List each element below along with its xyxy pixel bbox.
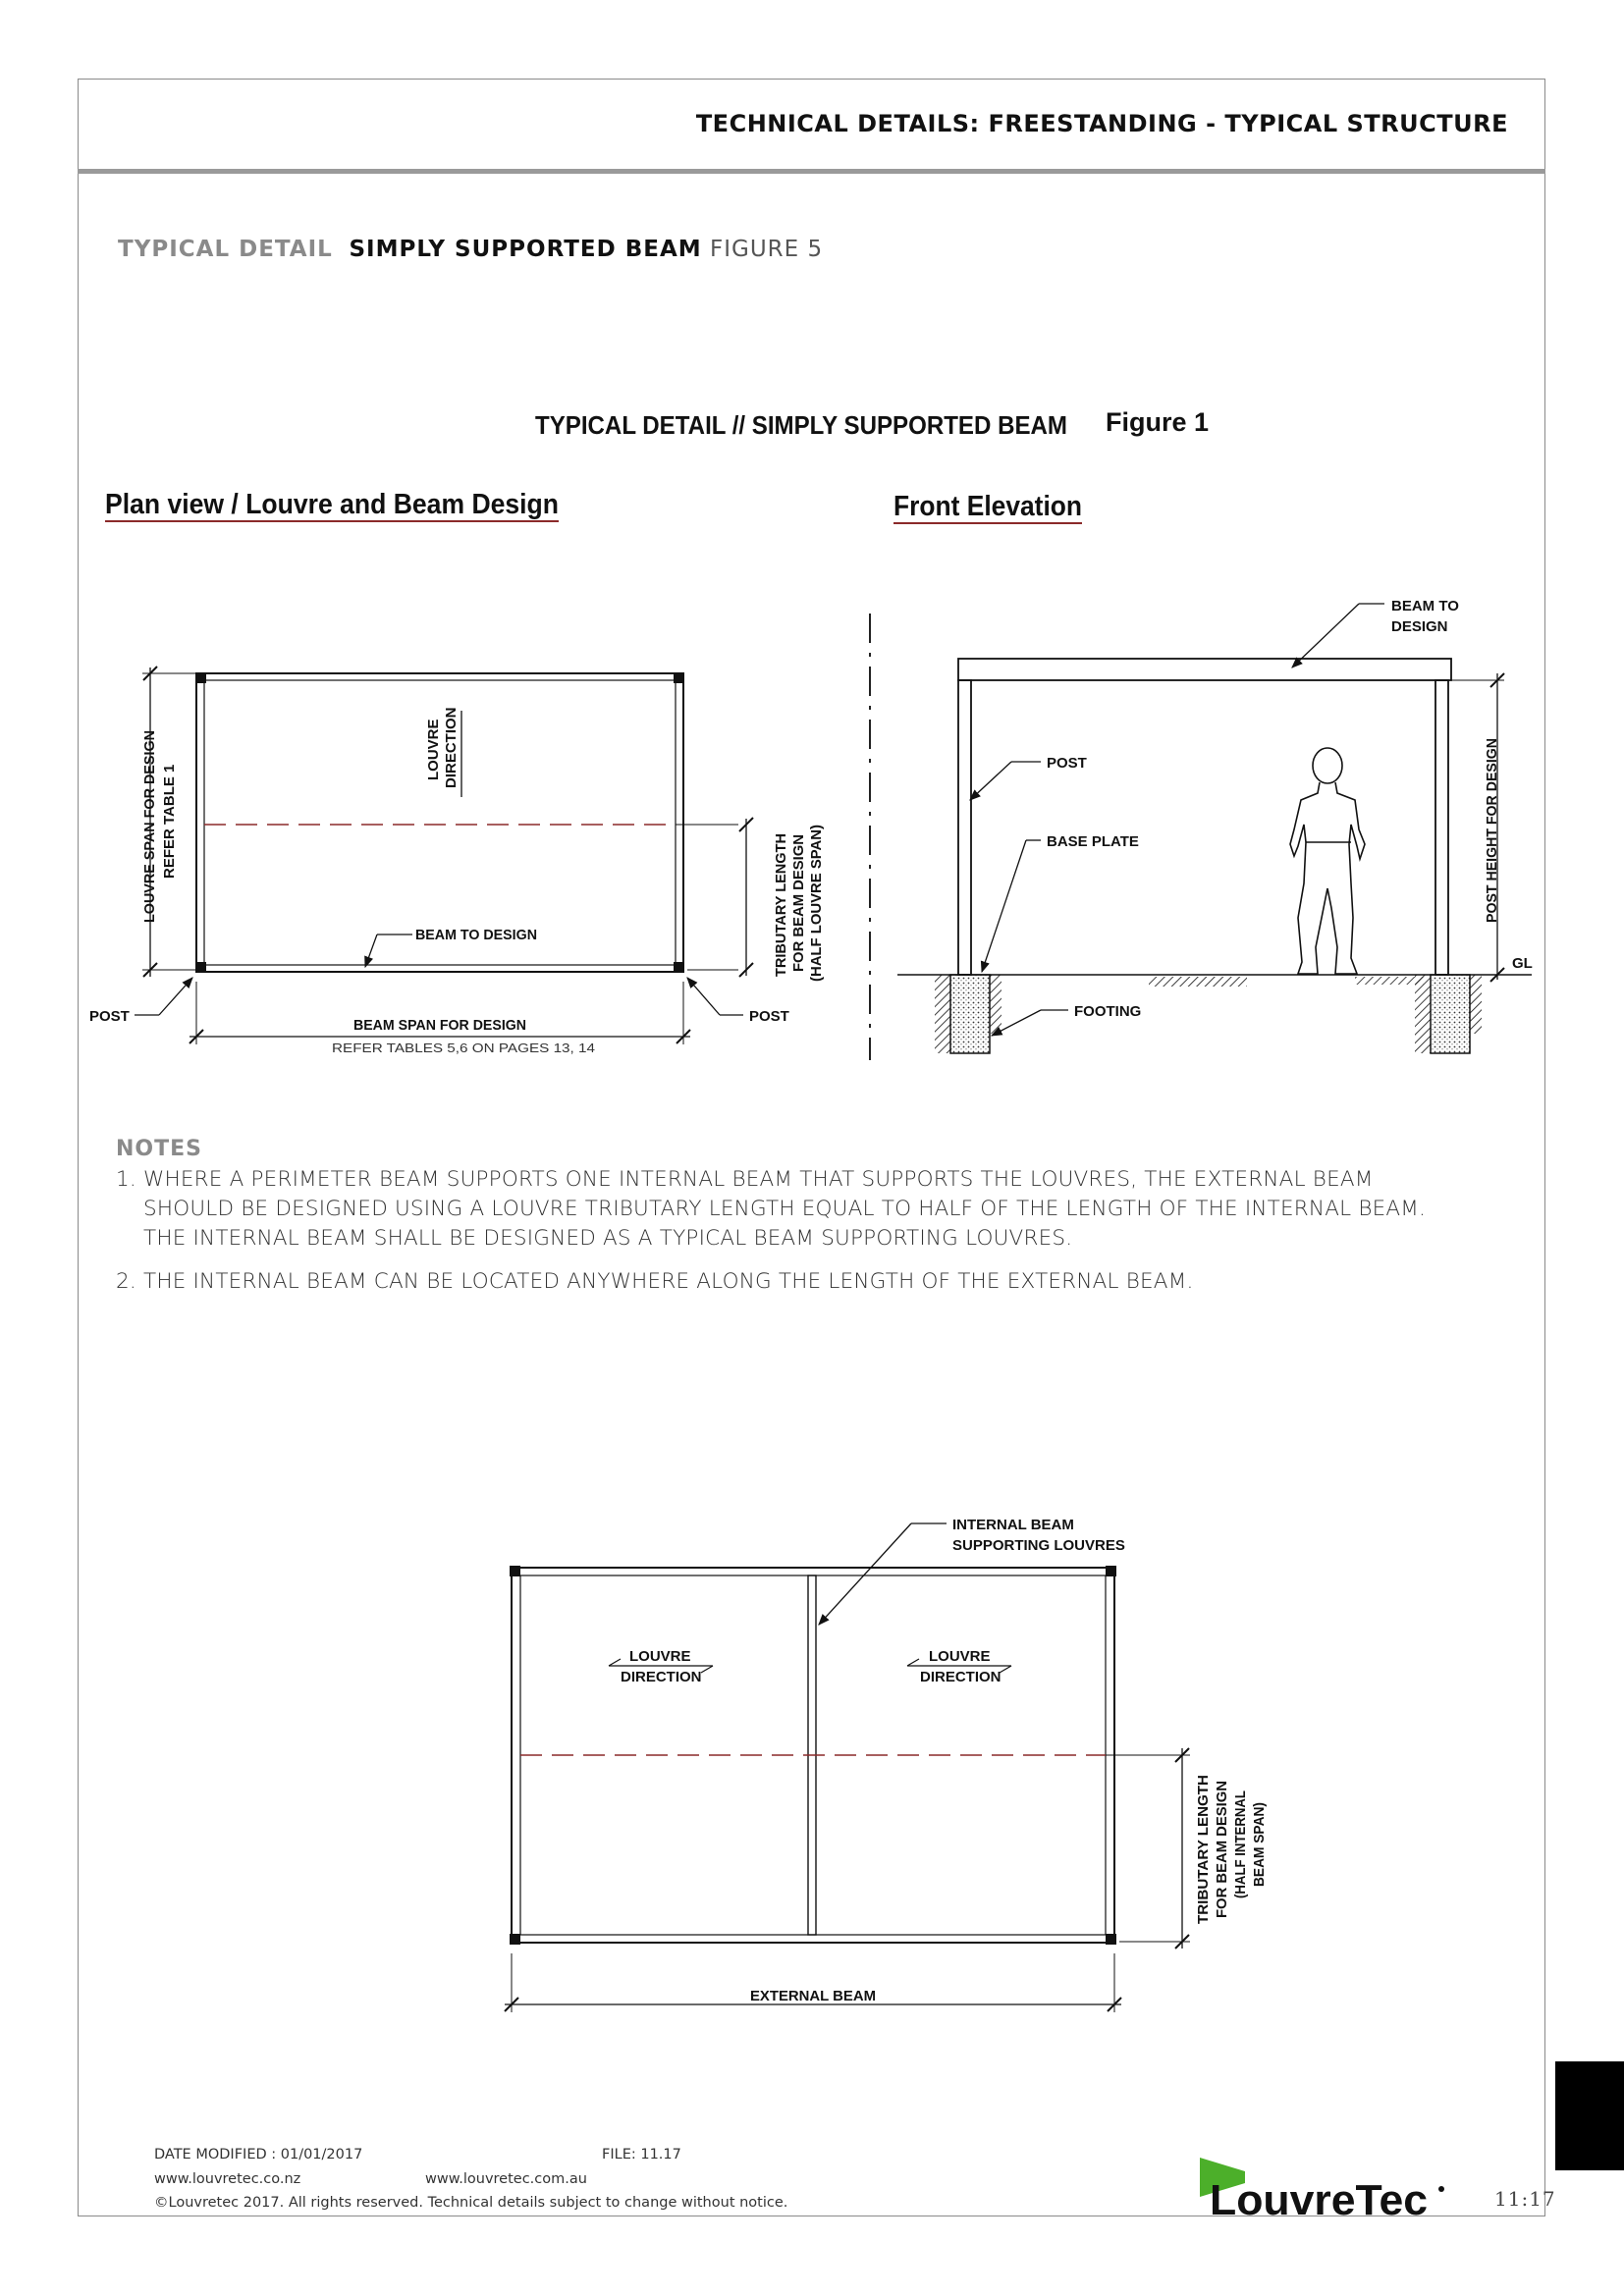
fig2-post-bl bbox=[510, 1934, 520, 1945]
note-number: 1. bbox=[116, 1167, 136, 1192]
note-text bbox=[143, 1267, 1520, 1297]
fig2-tributary-label-4: BEAM SPAN) bbox=[1251, 1794, 1268, 1887]
header-title: TECHNICAL DETAILS: FREESTANDING - TYPICAL STRUCTURE bbox=[695, 110, 1508, 137]
plan-post-tl bbox=[195, 672, 206, 683]
elevation-post-left bbox=[958, 680, 971, 975]
elevation-beam-label-2: DESIGN bbox=[1391, 618, 1448, 635]
elevation-post-height-label: POST HEIGHT FOR DESIGN bbox=[1484, 726, 1500, 923]
note-line: WHERE A PERIMETER BEAM SUPPORTS ONE INTERNAL BEAM THAT SUPPORTS THE LOUVRES, THE EXTERNAL BEAM bbox=[143, 1167, 1374, 1192]
plan-louvre-span-label-2: REFER TABLE 1 bbox=[161, 764, 178, 879]
note-item bbox=[116, 1267, 1520, 1297]
fig2-post-tl bbox=[510, 1566, 520, 1576]
plan-refer-tables-label: REFER TABLES 5,6 ON PAGES 13, 14 bbox=[332, 1041, 595, 1055]
note-text bbox=[143, 1165, 1520, 1254]
logo-wordmark: LouvreTec bbox=[1210, 2176, 1428, 2218]
footer-file: FILE: 11.17 bbox=[602, 2147, 681, 2163]
plan-post-right-label: POST bbox=[749, 1008, 789, 1025]
footing-right bbox=[1431, 975, 1470, 1053]
plan-beam-span-label: BEAM SPAN FOR DESIGN bbox=[353, 1017, 526, 1034]
sub-heading-title: SIMPLY SUPPORTED BEAM bbox=[349, 237, 702, 262]
fig2-louvre-left-label-2: DIRECTION bbox=[621, 1669, 702, 1685]
note-line: THE INTERNAL BEAM SHALL BE DESIGNED AS A TYPICAL BEAM SUPPORTING LOUVRES. bbox=[143, 1226, 1073, 1251]
sub-heading-figure: FIGURE 5 bbox=[709, 237, 824, 262]
elevation-footing-label: FOOTING bbox=[1074, 1003, 1142, 1020]
footer-copyright: ©Louvretec 2017. All rights reserved. Technical details subject to change without notice. bbox=[154, 2195, 788, 2211]
front-elevation-heading: Front Elevation bbox=[893, 491, 1082, 522]
plan-tributary-label-3: (HALF LOUVRE SPAN) bbox=[808, 823, 825, 982]
figure-2-drawing bbox=[0, 1502, 1624, 2022]
section-tab bbox=[1555, 2061, 1624, 2170]
fig2-external-beam-label: EXTERNAL BEAM bbox=[750, 1988, 876, 2004]
note-line: SHOULD BE DESIGNED USING A LOUVRE TRIBUTARY LENGTH EQUAL TO HALF OF THE LENGTH OF THE INTERNAL BEAM. bbox=[143, 1197, 1427, 1221]
louvretec-logo bbox=[1200, 2158, 1455, 2218]
fig2-internal-beam-label-2: SUPPORTING LOUVRES bbox=[952, 1537, 1125, 1554]
plan-view bbox=[89, 667, 825, 1055]
elevation-post-label: POST bbox=[1047, 755, 1087, 772]
footer-web-au[interactable]: www.louvretec.com.au bbox=[425, 2171, 587, 2187]
plan-post-tr bbox=[674, 672, 684, 683]
footing-left bbox=[950, 975, 990, 1053]
elevation-beam-label-1: BEAM TO bbox=[1391, 598, 1459, 614]
front-elevation bbox=[897, 598, 1533, 1053]
note-item bbox=[116, 1165, 1520, 1254]
elevation-base-plate-label: BASE PLATE bbox=[1047, 833, 1139, 850]
fig2-tributary-label-3: (HALF INTERNAL bbox=[1232, 1776, 1249, 1898]
footer-date-modified: DATE MODIFIED : 01/01/2017 bbox=[154, 2147, 363, 2163]
sub-heading bbox=[118, 237, 823, 262]
plan-tributary-label-1: TRIBUTARY LENGTH bbox=[773, 828, 789, 977]
footer-web-nz[interactable]: www.louvretec.co.nz bbox=[154, 2171, 301, 2187]
plan-louvre-label-1: LOUVRE bbox=[425, 719, 442, 780]
elevation-beam bbox=[958, 659, 1451, 680]
plan-louvre-span-label-1: LOUVRE SPAN FOR DESIGN bbox=[141, 721, 158, 923]
elevation-post-right bbox=[1435, 680, 1448, 975]
plan-post-left-label: POST bbox=[89, 1008, 130, 1025]
note-line: THE INTERNAL BEAM CAN BE LOCATED ANYWHERE ALONG THE LENGTH OF THE EXTERNAL BEAM. bbox=[143, 1269, 1194, 1294]
page-number: 11:17 bbox=[1494, 2187, 1556, 2211]
fig2-internal-beam-label-1: INTERNAL BEAM bbox=[952, 1517, 1074, 1533]
figure-2-plan bbox=[505, 1517, 1268, 2012]
notes-section bbox=[116, 1137, 1520, 1310]
fig2-tributary-label-1: TRIBUTARY LENGTH bbox=[1195, 1776, 1212, 1924]
plan-post-br bbox=[674, 962, 684, 973]
fig2-louvre-right-label-1: LOUVRE bbox=[929, 1648, 991, 1665]
plan-view-heading: Plan view / Louvre and Beam Design bbox=[105, 489, 559, 520]
fig2-louvre-left-label-1: LOUVRE bbox=[629, 1648, 691, 1665]
fig2-louvre-right-label-2: DIRECTION bbox=[920, 1669, 1001, 1685]
plan-tributary-label-2: FOR BEAM DESIGN bbox=[790, 832, 807, 972]
fig2-post-br bbox=[1106, 1934, 1116, 1945]
fig2-tributary-label-2: FOR BEAM DESIGN bbox=[1214, 1779, 1230, 1918]
header-rule bbox=[78, 169, 1545, 174]
plan-beam-to-design-label: BEAM TO DESIGN bbox=[415, 927, 537, 943]
person-figure bbox=[1290, 748, 1365, 974]
figure-1-drawing bbox=[0, 373, 1624, 1080]
notes-title: NOTES bbox=[116, 1137, 202, 1161]
plan-post-bl bbox=[195, 962, 206, 973]
note-number: 2. bbox=[116, 1269, 136, 1294]
figure-1-label: Figure 1 bbox=[1106, 407, 1210, 437]
fig2-post-tr bbox=[1106, 1566, 1116, 1576]
sub-heading-prefix: TYPICAL DETAIL bbox=[118, 237, 333, 262]
plan-louvre-label-2: DIRECTION bbox=[443, 707, 460, 788]
figure-1-title: TYPICAL DETAIL // SIMPLY SUPPORTED BEAM bbox=[535, 410, 1067, 440]
elevation-gl-label: GL bbox=[1512, 955, 1533, 972]
